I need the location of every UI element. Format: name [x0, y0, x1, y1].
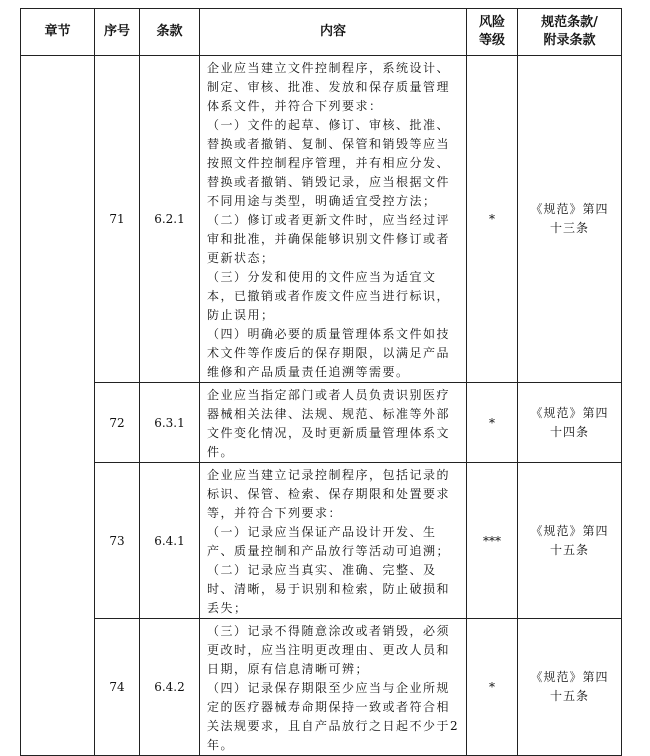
reference-cell: 《规范》第四十五条 [518, 463, 622, 619]
content-paragraph: 企业应当指定部门或者人员负责识别医疗器械相关法律、法规、规范、标准等外部文件变化情况，及时更新质量管理体系文件。 [207, 388, 451, 459]
table-row [21, 56, 622, 383]
header-chapter: 章节 [21, 9, 95, 56]
requirements-table [20, 8, 622, 756]
table-row [21, 619, 622, 756]
table-header-row [21, 9, 622, 56]
reference-cell: 《规范》第四十五条 [518, 619, 622, 756]
seq-cell: 73 [95, 463, 140, 619]
header-risk-line1: 风险 [478, 15, 505, 30]
content-cell [200, 619, 467, 756]
content-paragraph: （三）分发和使用的文件应当为适宜文本，已撤销或者作废文件应当进行标识，防止误用； [207, 270, 451, 322]
header-risk-line2: 等级 [478, 33, 505, 48]
header-ref-line1: 规范条款/ [541, 15, 598, 30]
content-paragraph: 企业应当建立记录控制程序，包括记录的标识、保管、检索、保存期限和处置要求等，并符合下列要求： [207, 468, 451, 520]
content-cell [200, 463, 467, 619]
content-paragraph: （四）明确必要的质量管理体系文件如技术文件等作废后的保存期限，以满足产品维修和产品质量责任追溯等需要。 [207, 327, 451, 379]
content-paragraph: （一）记录应当保证产品设计开发、生产、质量控制和产品放行等活动可追溯； [207, 525, 451, 558]
header-clause: 条款 [140, 9, 200, 56]
clause-cell: 6.4.1 [140, 463, 200, 619]
content-paragraph: 企业应当建立文件控制程序，系统设计、制定、审核、批准、发放和保存质量管理体系文件，并符合下列要求： [207, 61, 451, 113]
content-cell [200, 56, 467, 383]
seq-cell: 71 [95, 56, 140, 383]
header-content: 内容 [200, 9, 467, 56]
reference-cell: 《规范》第四十三条 [518, 56, 622, 383]
header-risk-level [467, 9, 518, 56]
content-paragraph: （四）记录保存期限至少应当与企业所规定的医疗器械寿命期保持一致或者符合相关法规要求，且自产品放行之日起不少于2年。 [207, 681, 460, 752]
content-paragraph: （二）修订或者更新文件时，应当经过评审和批准，并确保能够识别文件修订或者更新状态； [207, 213, 451, 265]
header-reference [518, 9, 622, 56]
content-cell [200, 383, 467, 463]
clause-cell: 6.2.1 [140, 56, 200, 383]
seq-cell: 72 [95, 383, 140, 463]
header-seq: 序号 [95, 9, 140, 56]
seq-cell: 74 [95, 619, 140, 756]
risk-cell: * [467, 56, 518, 383]
risk-cell: *** [467, 463, 518, 619]
clause-cell: 6.4.2 [140, 619, 200, 756]
clause-cell: 6.3.1 [140, 383, 200, 463]
table-row [21, 463, 622, 619]
content-paragraph: （二）记录应当真实、准确、完整、及时、清晰，易于识别和检索，防止破损和丢失； [207, 563, 451, 615]
chapter-cell [21, 56, 95, 756]
content-paragraph: （三）记录不得随意涂改或者销毁，必须更改时，应当注明更改理由、更改人员和日期，原有信息清晰可辨； [207, 624, 451, 676]
risk-cell: * [467, 619, 518, 756]
reference-cell: 《规范》第四十四条 [518, 383, 622, 463]
content-paragraph: （一）文件的起草、修订、审核、批准、替换或者撤销、复制、保管和销毁等应当按照文件控制程序管理，并有相应分发、替换或者撤销、销毁记录，应当根据文件不同用途与类型，明确适宜受控方法； [207, 118, 451, 208]
table-row [21, 383, 622, 463]
header-ref-line2: 附录条款 [543, 33, 596, 48]
risk-cell: * [467, 383, 518, 463]
